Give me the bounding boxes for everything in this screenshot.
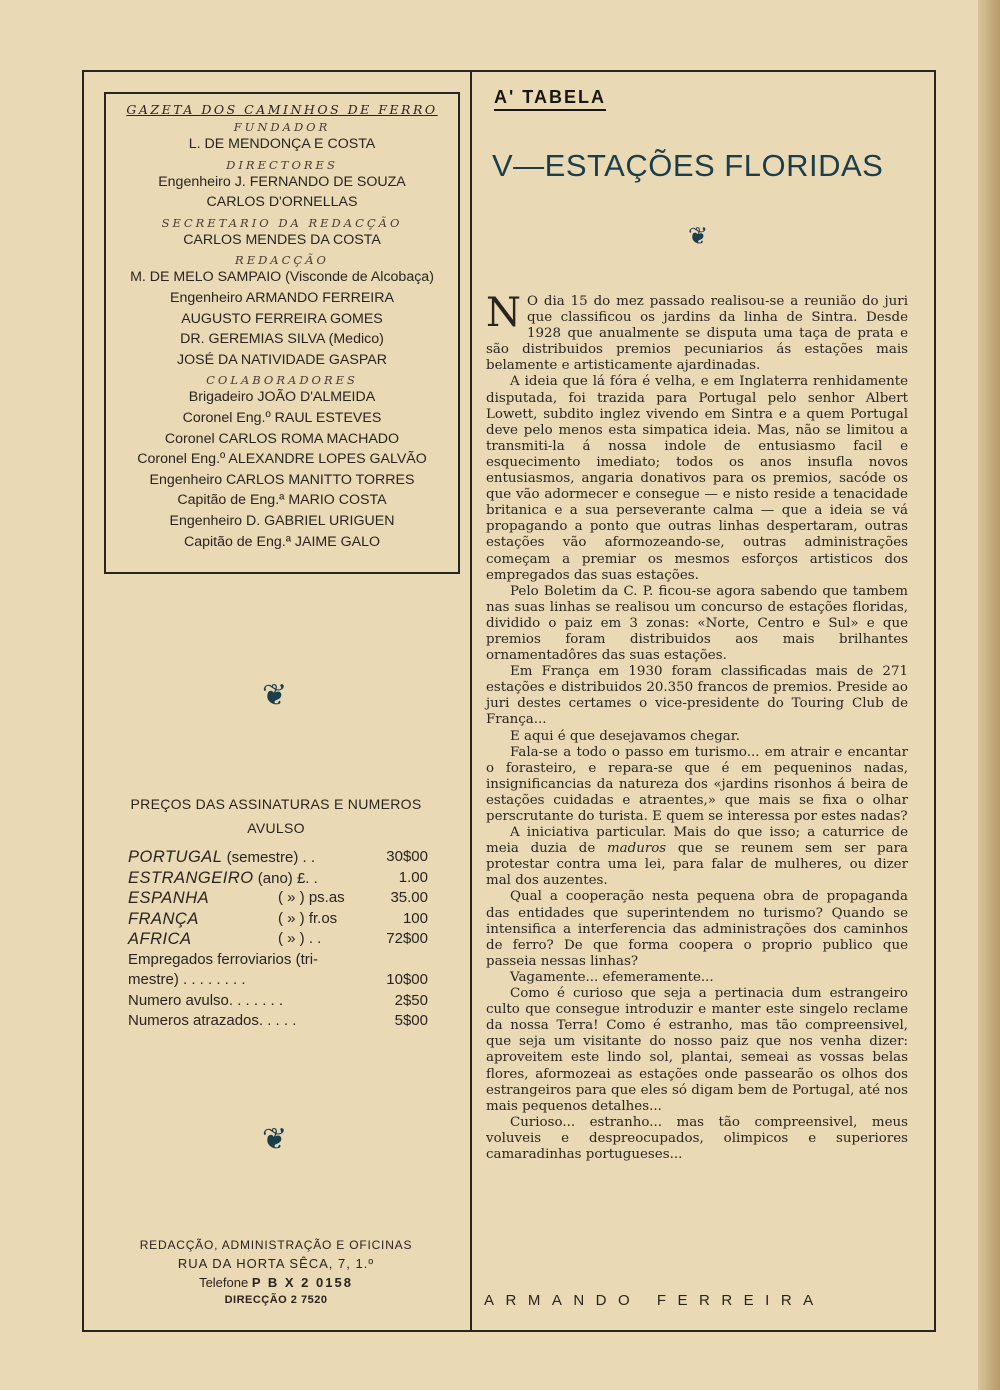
redaccao-name: Engenheiro ARMANDO FERREIRA <box>170 289 394 306</box>
article-paragraph: Como é curioso que seja a pertinacia dum estrangeiro culto que consegue introduzir e manter este singelo reclame da nossa Terra! Como é estranho, mas tão compreensivel, que seja um visitante do nosso paiz que nos venha dizer: aproveitem este lindo sol, plantai, semeai as vossas belas flores, aformozeai as estações onde passearão os olhos dos estrangeiros para que eles só digam bem de Portugal, até nos mais pequenos detalhes... <box>486 986 908 1114</box>
price-row <box>128 971 428 992</box>
colaborador-name: Coronel Eng.º RAUL ESTEVES <box>182 409 382 426</box>
price-row <box>128 951 428 972</box>
price-label: Numeros atrazados. . . . . <box>128 1012 297 1029</box>
left-column <box>82 70 470 1332</box>
director-name: Engenheiro J. FERNANDO DE SOUZA <box>158 173 406 190</box>
colaboradores-label: COLABORADORES <box>206 373 358 388</box>
article-paragraph: Curioso... estranho... mas tão compreensivel, meus voluveis e despreocupados, olimpicos e superiores camaradinhas portugueses... <box>486 1114 908 1162</box>
price-country: PORTUGAL <box>128 848 223 866</box>
article-paragraph: Em França em 1930 foram classificadas mais de 271 estações e distribuidos 20.350 francos de premios. Preside ao juri destes certames o vice-presidente do Touring Club de França... <box>486 664 908 728</box>
footer-telefone <box>82 1275 470 1290</box>
fundador-name: L. DE MENDONÇA E COSTA <box>188 136 376 152</box>
price-value: 35.00 <box>390 889 428 906</box>
price-country: FRANÇA <box>128 909 199 928</box>
price-list <box>128 848 428 1033</box>
article-paragraph: E aqui é que desejavamos chegar. <box>510 728 740 744</box>
author-signature: ARMANDO FERREIRA <box>484 1292 825 1309</box>
price-value: 100 <box>402 909 428 927</box>
column-divider <box>470 70 472 1332</box>
price-row <box>128 992 428 1013</box>
section-label: A' TABELA <box>494 87 606 111</box>
redaccao-name: M. DE MELO SAMPAIO (Visconde de Alcobaça) <box>130 269 434 286</box>
article-paragraph: A iniciativa particular. Mais do que isso; a caturrice de meia duzia de maduros que se reunem sem ser para protestar contra uma lei, para falar de mulheres, ou dizer mal dos auzentes. <box>486 825 908 889</box>
price-label: Empregados ferroviarios (tri- <box>128 950 319 968</box>
fundador-label: FUNDADOR <box>233 120 331 134</box>
price-label: mestre) . . . . . . . . <box>128 971 246 988</box>
article-paragraph: Pelo Boletim da C. P. ficou-se agora sabendo que tambem nas suas linhas se realisou um concurso de estações floridas, dividido o paiz em 3 zonas: «Norte, Centro e Sul» e que premios foram distribuidos aos mais brilhantes ornamentadôres das suas estações. <box>486 583 908 664</box>
drop-cap: N <box>486 290 521 336</box>
floral-ornament-icon: ❦ <box>262 1122 288 1157</box>
secretario-name: CARLOS MENDES DA COSTA <box>183 231 381 248</box>
price-detail: ( » ) . . <box>278 930 322 947</box>
prices-title-line: AVULSO <box>247 820 305 836</box>
colaborador-name: Coronel Eng.º ALEXANDRE LOPES GALVÃO <box>137 451 427 468</box>
price-row <box>128 869 428 890</box>
price-row <box>128 1012 428 1033</box>
redaccao-name: JOSÉ DA NATIVIDADE GASPAR <box>177 351 387 368</box>
price-row <box>128 930 428 951</box>
colaborador-name: Capitão de Eng.ª MARIO COSTA <box>177 492 387 509</box>
redaccao-name: DR. GEREMIAS SILVA (Medico) <box>180 331 384 348</box>
masthead-box <box>104 92 460 574</box>
price-detail: ( » ) ps.as <box>278 889 345 906</box>
prices-title-line: PREÇOS DAS ASSINATURAS E NUMEROS <box>130 796 422 812</box>
price-country: AFRICA <box>128 930 192 948</box>
price-detail: (ano) £. . <box>253 869 318 887</box>
address-footer <box>82 1238 470 1306</box>
redaccao-name: AUGUSTO FERREIRA GOMES <box>181 310 383 327</box>
colaborador-name: Engenheiro D. GABRIEL URIGUEN <box>169 512 395 529</box>
page-edge <box>978 0 1000 1390</box>
article-paragraph: N O dia 15 do mez passado realisou-se a reunião do juri que classificou os jardins da linha de Sintra. Desde 1928 que anualmente se disputa uma taça de prata e são distribuidos premios pecuniarios ás estações mais belamente e artisticamente ajardinadas. <box>486 290 908 374</box>
article-title: V—ESTAÇÕES FLORIDAS <box>492 148 884 183</box>
price-detail: ( » ) fr.os <box>278 909 338 927</box>
emphasis-word: maduros <box>606 841 667 857</box>
price-value: 30$00 <box>386 848 428 865</box>
article-paragraph: Fala-se a todo o passo em turismo... em atrair e encantar o forasteiro, e repara-se que é em pequeninos nadas, insignificancias da natureza dos «jardins risonhos á beira de estações cuidadas e atraentes,» que mais se fixa o olhar perscrutante do turista. E quem se interessa por estes nadas? <box>486 744 908 824</box>
price-country: ESPANHA <box>128 889 210 907</box>
footer-direccao: DIRECÇÃO 2 7520 <box>224 1294 328 1306</box>
article-paragraph: Vagamente... efemeramente... <box>510 969 714 985</box>
price-value: 1.00 <box>398 868 428 886</box>
price-detail: (semestre) . . <box>222 849 315 866</box>
telefone-value: P B X 2 0158 <box>251 1275 353 1290</box>
price-country: ESTRANGEIRO <box>128 868 254 887</box>
price-value: 5$00 <box>394 1012 428 1029</box>
price-value: 10$00 <box>386 971 428 988</box>
prices-title <box>82 792 470 840</box>
redaccao-label: REDACÇÃO <box>235 253 329 268</box>
price-value: 72$00 <box>386 930 428 947</box>
price-value: 2$50 <box>394 991 428 1009</box>
article-paragraph: A ideia que lá fóra é velha, e em Inglaterra renhidamente disputada, foi trazida para Portugal pelo senhor Albert Lowett, subdito inglez vivendo em Sintra e a quem Portugal deve pelo menos esta simpatica ideia. Mas, não se limitou a transmiti-la á nossa indole de entusiasmo facil e esquecimento imediato; todos os anos insufla novos entusiasmos, angaria donativos para os premios, sacóde os que vão adormecer e consegue — e nisto reside a tenacidade britanica e a sua perseverante calma — que a ideia se vá propagando a ponto que outras linhas despertaram, outras estações vão aformozeando-se, outras administrações começam a premiar os mesmos esforços artisticos dos empregados das suas estações. <box>486 374 908 583</box>
secretario-label: SECRETARIO DA REDACÇÃO <box>161 215 403 230</box>
price-row <box>128 848 428 869</box>
article-paragraph: Qual a cooperação nesta pequena obra de propaganda das entidades que superintendem no turismo? Quando se intensifica a interferencia das administrações dos caminhos de ferro? De que forma coopera o proprio publico que passeia nessas linhas? <box>486 889 908 969</box>
telefone-label: Telefone <box>199 1275 249 1290</box>
price-row <box>128 910 428 931</box>
director-name: CARLOS D'ORNELLAS <box>206 194 358 211</box>
colaborador-name: Brigadeiro JOÃO D'ALMEIDA <box>188 389 376 406</box>
floral-ornament-icon: ❦ <box>262 678 288 713</box>
footer-address: RUA DA HORTA SÊCA, 7, 1.º <box>177 1256 375 1271</box>
footer-line: REDACÇÃO, ADMINISTRAÇÃO E OFICINAS <box>139 1238 413 1252</box>
directores-label: DIRECTORES <box>226 157 338 172</box>
colaborador-name: Capitão de Eng.ª JAIME GALO <box>183 533 381 550</box>
colaborador-name: Coronel CARLOS ROMA MACHADO <box>164 430 400 447</box>
price-row <box>128 889 428 910</box>
publication-title: GAZETA DOS CAMINHOS DE FERRO <box>126 102 438 117</box>
article-body <box>486 290 908 1163</box>
floral-ornament-icon: ❦ <box>688 222 709 250</box>
price-label: Numero avulso. . . . . . . <box>128 991 284 1009</box>
colaborador-name: Engenheiro CARLOS MANITTO TORRES <box>149 471 415 488</box>
